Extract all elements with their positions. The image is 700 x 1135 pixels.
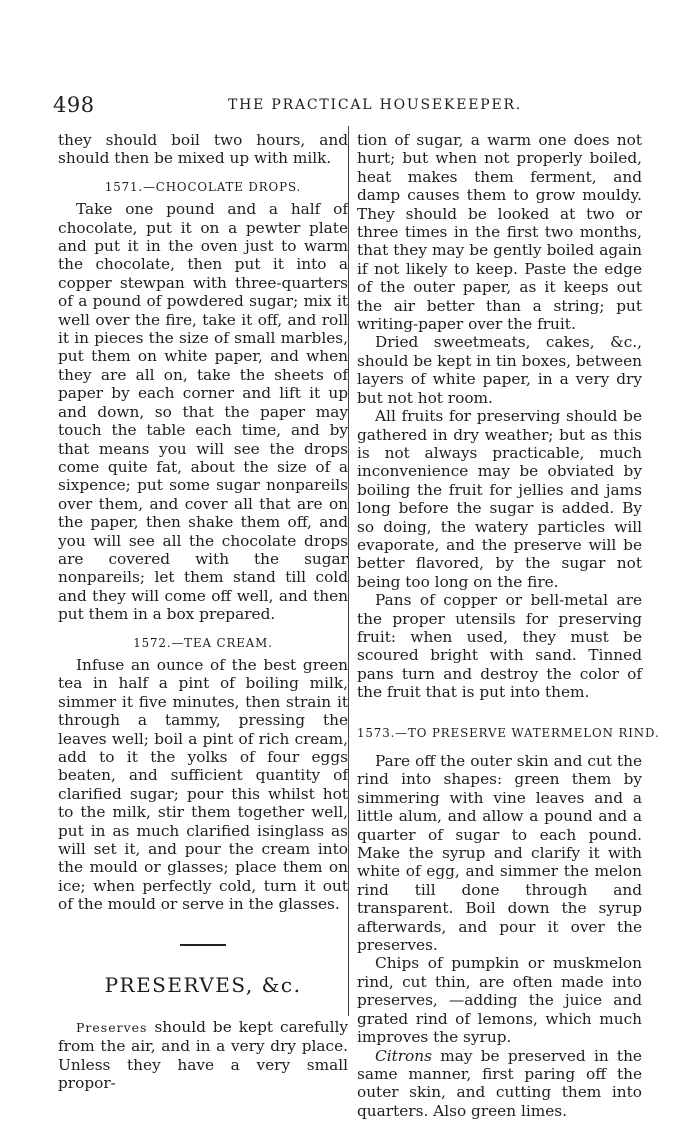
citrons-paragraph [357,1047,642,1121]
pans-paragraph: Pans of copper or bell-metal are the proper utensils for preserving fruit: when used, they must be scoured bright with sand. Tinned pans turn and destroy the color of the fruit that is put into them. [357,591,642,702]
recipe-body-tea-cream: Infuse an ounce of the best green tea in half a pint of boiling milk, simmer it five minutes, then strain it through a tammy, pressing the leaves well; boil a pint of rich cream, add to it the yolks of four eggs beaten, and sufficient quantity of clarified sugar; pour this whilst hot to the milk, stir them together well, put in as much clarified isinglass as will set it, and pour the cream into the mould or glasses; place them on ice; when perfectly cold, turn it out of the mould or serve in the glasses. [58,655,348,914]
recipe-body-watermelon-rind: Pare off the outer skin and cut the rind into shapes: green them by simmering with vine leaves and a little alum, and allow a pound and a quarter of sugar to each pound. Make the syrup and clarify it with white of egg, and simmer the melon rind till done through and transparent. Boil down the syrup afterwards, and pour it over the preserves. [357,752,642,955]
fruits-paragraph: All fruits for preserving should be gathered in dry weather; but as this is not always practicable, much inconvenience may be obviated by boiling the fruit for jellies and jams long before the sugar is added. By so doing, the watery particles will evaporate, and the preserve will be better flavored, by the sugar not being too long on the fire. [357,407,642,591]
running-head: THE PRACTICAL HOUSEKEEPER. [228,97,523,113]
continuation-paragraph: they should boil two hours, and should then be mixed up with milk. [58,131,348,168]
recipe-body-chocolate-drops: Take one pound and a half of chocolate, put it on a pewter plate and put it in the oven just to warm the chocolate, then put it into a copper stewpan with three-quarters of a pound of powdered sugar; mix it well over the fire, take it off, and roll it in pieces the size of small marbles, put them on white paper, and when they are all on, take the sheets of paper by each corner and lift it up and down, so that the paper may touch the table each time, and by that means you will see the drops come quite fat, about the size of a sixpence; put some sugar nonpareils over them, and cover all that are on the paper, then shake them off, and you will see all the chocolate drops are covered with the sugar nonpareils; let them stand till cold and they will come off well, and then put them in a box prepared. [58,200,348,624]
column-divider [348,126,349,1016]
section-title: PRESERVES, &c. [104,972,302,997]
recipe-heading-tea-cream: 1572.—TEA CREAM. [133,635,273,650]
dried-sweetmeats-paragraph: Dried sweetmeats, cakes, &c., should be kept in tin boxes, between layers of white paper, in a very dry but not hot room. [357,333,642,407]
section-rule [180,944,226,946]
preserves-paragraph [58,1018,348,1093]
page-number: 498 [53,93,95,117]
preserves-continuation: tion of sugar, a warm one does not hurt; but when not properly boiled, heat makes them ferment, and damp causes them to grow mouldy. They should be looked at two or three times in the first two months, that they may be gently boiled again if not likely to keep. Paste the edge of the outer paper, as it keeps out the air better than a string; put writing-paper over the fruit. [357,131,642,334]
citrons-lead-word: Citrons [375,1046,432,1065]
right-column [357,131,660,1120]
preserves-lead-word: Preserves [76,1020,148,1036]
recipe-heading-chocolate-drops: 1571.—CHOCOLATE DROPS. [104,179,302,194]
preserves-text: should be kept carefully from the air, and in a very dry place. Unless they have a very small propor- [58,1018,348,1093]
recipe-heading-watermelon-rind: 1573.—TO PRESERVE WATERMELON RIND. [357,725,660,740]
citrons-text: may be preserved in the same manner, first paring off the outer skin, and cutting them into quarters. Also green limes. [357,1046,642,1120]
chips-paragraph: Chips of pumpkin or muskmelon rind, cut thin, are often made into preserves, —adding the juice and grated rind of lemons, which much improves the syrup. [357,954,642,1047]
left-column [58,131,348,1093]
